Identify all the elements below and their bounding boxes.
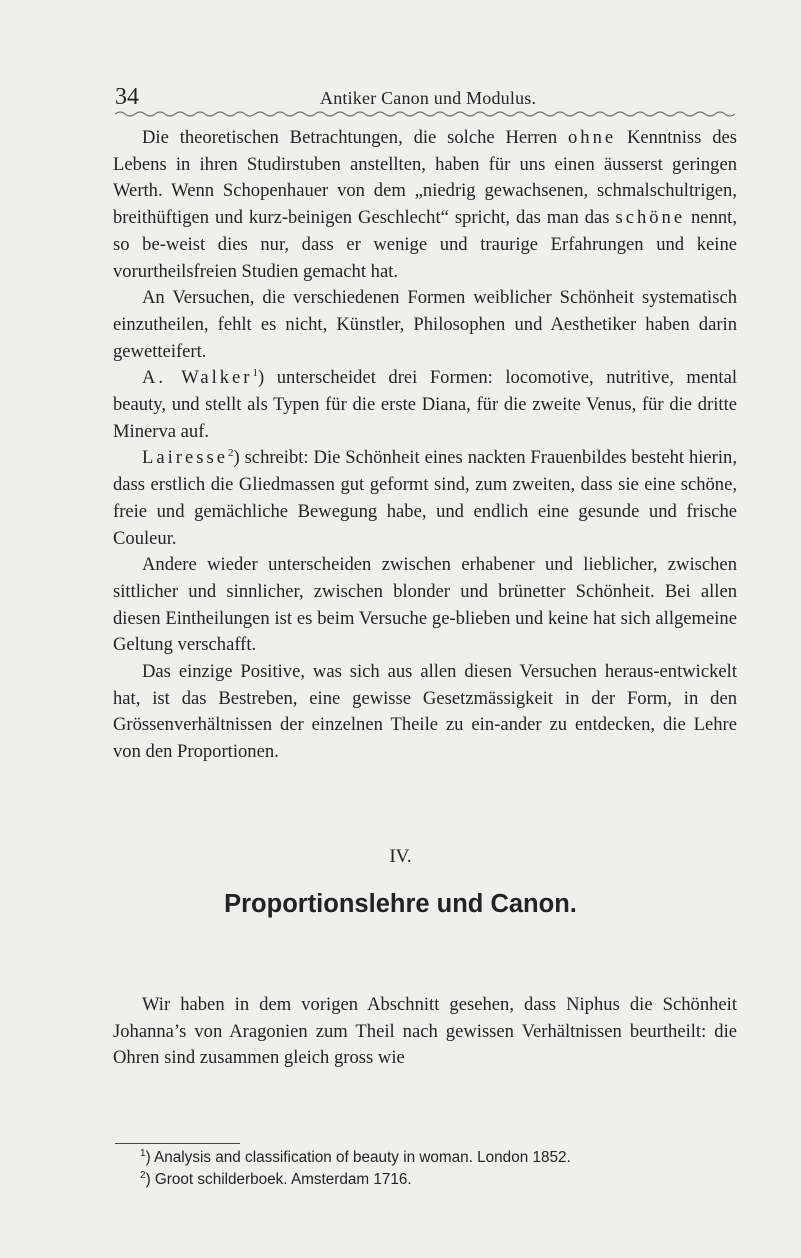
footnote-rule: [115, 1143, 240, 1144]
paragraph-1: Die theoretischen Betrachtungen, die solche Herren ohne Kenntniss des Lebens in ihren Studirstuben anstellten, haben für uns einen äusserst geringen Werth. Wenn Schopenhauer von dem „niedrig gewachsenen, schmalschultrigen, breithüftigen und kurz-beinigen Geschlecht“ spricht, das man das schöne nennt, so be-weist dies nur, dass er wenige und traurige Erfahrungen und keine vorurtheilsfreien Studien gemacht hat.: [113, 127, 738, 282]
section-number: IV.: [389, 846, 412, 867]
ornamental-wavy-rule: [115, 110, 735, 118]
paragraph-4: Lairesse$^2$) schreibt: Die Schönheit eines nackten Frauenbildes besteht hierin, dass erstlich die Gliedmassen gut geformt sind, zum zweiten, dass sie eine schöne, freie und gemächliche Bewegung habe, und endlich eine gesunde und frische Couleur.: [113, 447, 737, 549]
paragraph-3: A. Walker$^1$) unterscheidet drei Formen: locomotive, nutritive, mental beauty, und stellt als Typen für die erste Diana, für die zweite Venus, für die dritte Minerva auf.: [113, 367, 737, 442]
footnote-1: $^1$) Analysis and classification of beauty in woman. London 1852.: [140, 1148, 571, 1166]
running-head: Antiker Canon und Modulus.: [320, 88, 537, 108]
paragraph-6: Das einzige Positive, was sich aus allen diesen Versuchen heraus-entwickelt hat, ist das Bestreben, eine gewisse Gesetzmässigkeit in der Form, in den Grössenverhältnissen der einzelnen Theile zu ein-ander zu entdecken, die Lehre von den Proportionen.: [113, 661, 737, 763]
page-number: 34: [115, 84, 139, 110]
section-text: [113, 992, 737, 1072]
footnote-2: $^2$) Groot schilderboek. Amsterdam 1716.: [140, 1170, 412, 1188]
section-paragraph-1: Wir haben in dem vorigen Abschnitt gesehen, dass Niphus die Schönheit Johanna’s von Aragonien zum Theil nach gewissen Verhältnissen beurtheilt: die Ohren sind zusammen gleich gross wie: [113, 994, 737, 1069]
paragraph-2: An Versuchen, die verschiedenen Formen weiblicher Schönheit systematisch einzutheilen, fehlt es nicht, Künstler, Philosophen und Aesthetiker haben darin gewetteifert.: [113, 287, 737, 362]
footnotes: [140, 1147, 740, 1191]
footnote-ref-1: 1: [252, 367, 258, 380]
section-title: Proportionslehre und Canon.: [224, 890, 577, 918]
main-text: [113, 125, 737, 766]
footnote-ref-2: 2: [227, 447, 234, 460]
paragraph-5: Andere wieder unterscheiden zwischen erhabener und lieblicher, zwischen sittlicher und sinnlicher, zwischen blonder und brünetter Schönheit. Bei allen diesen Eintheilungen ist es beim Versuche ge-blieben und keine hat sich allgemeine Geltung verschafft.: [113, 554, 737, 656]
page-header: [115, 84, 735, 118]
